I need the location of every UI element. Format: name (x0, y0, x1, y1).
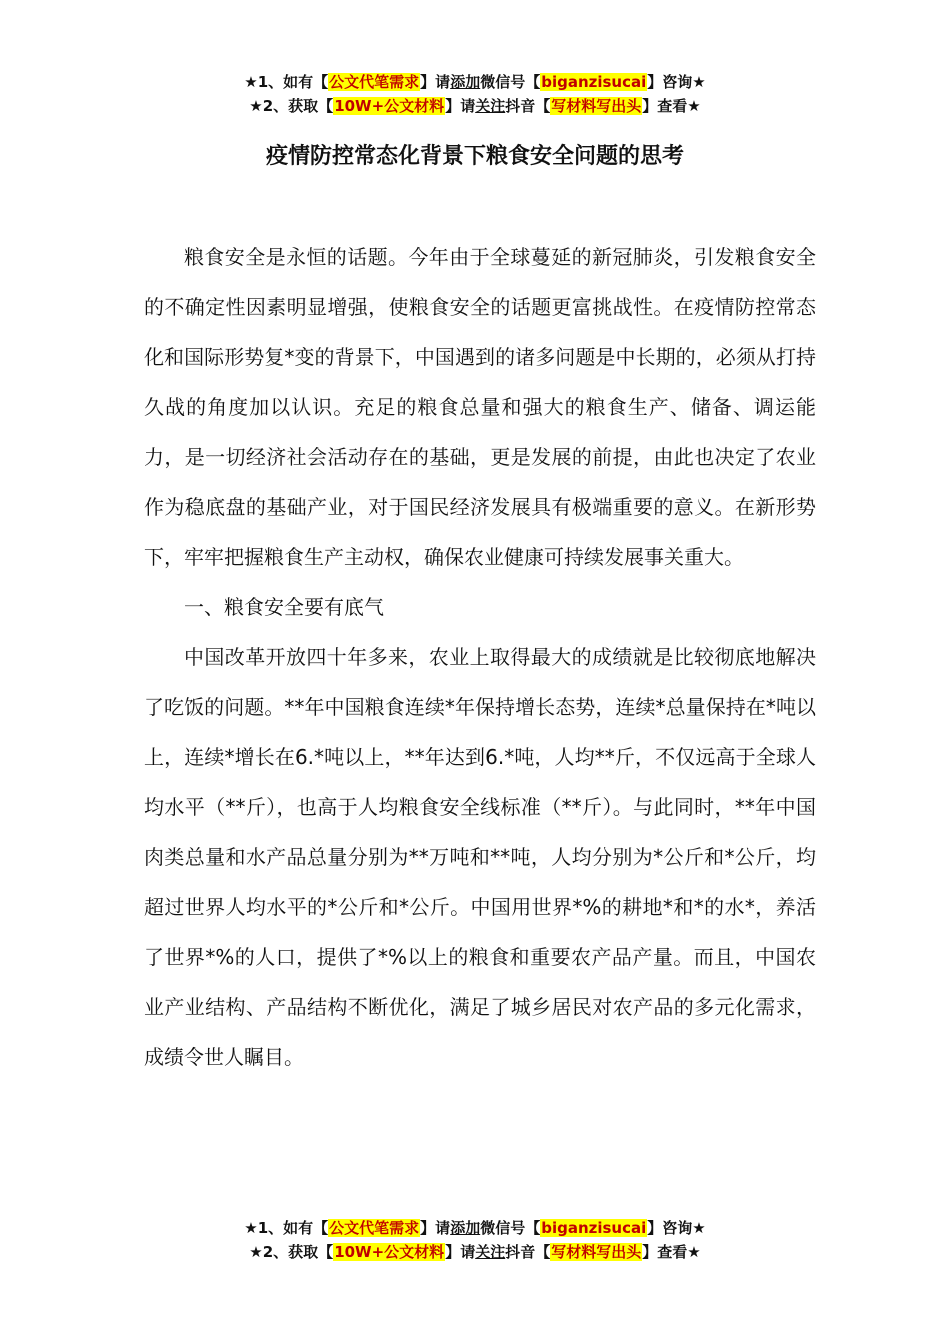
promo-line-2-mid2: 抖音【 (505, 1243, 551, 1261)
promo-line-2-mid2: 抖音【 (505, 97, 551, 115)
paragraph-intro: 粮食安全是永恒的话题。今年由于全球蔓延的新冠肺炎，引发粮食安全的不确定性因素明显增强，使粮食安全的话题更富挑战性。在疫情防控常态化和国际形势复*变的背景下，中国遇到的诸多问题是中长期的，必须从打持久战的角度加以认识。充足的粮食总量和强大的粮食生产、储备、调运能力，是一切经济社会活动存在的基础，更是发展的前提，由此也决定了农业作为稳底盘的基础产业，对于国民经济发展具有极端重要的意义。在新形势下，牢牢把握粮食生产主动权，确保农业健康可持续发展事关重大。 (144, 245, 816, 569)
promo-line-1-mid2: 微信号【 (480, 73, 541, 91)
promo-highlight-wechat-id: biganzisucai (541, 73, 647, 91)
promo-highlight-materials: 10W+公文材料 (334, 97, 445, 115)
promo-line-2-mid: 】请 (445, 1243, 476, 1261)
promo-line-1-prefix: ★1、如有【 (244, 73, 329, 91)
promo-line-1-suffix: 】咨询★ (647, 73, 706, 91)
promo-line-2-prefix: ★2、获取【 (249, 97, 334, 115)
promo-highlight-douyin-id: 写材料写出头 (551, 97, 642, 115)
paragraph-section-1: 中国改革开放四十年多来，农业上取得最大的成绩就是比较彻底地解决了吃饭的问题。**年中国粮食连续*年保持增长态势，连续*总量保持在*吨以上，连续*增长在6.*吨以上，**年达到6.*吨，人均**斤，不仅远高于全球人均水平（**斤），也高于人均粮食安全线标准（**斤）。与此同时，**年中国肉类总量和水产品总量分别为**万吨和**吨，人均分别为*公斤和*公斤，均超过世界人均水平的*公斤和*公斤。中国用世界*%的耕地*和*的水*，养活了世界*%的人口，提供了*%以上的粮食和重要农产品产量。而且，中国农业产业结构、产品结构不断优化，满足了城乡居民对农产品的多元化需求，成绩令世人瞩目。 (144, 645, 816, 1069)
promo-line-1-suffix: 】咨询★ (647, 1219, 706, 1237)
promo-line-2-prefix: ★2、获取【 (249, 1243, 334, 1261)
promo-emphasis-follow: 关注 (475, 1243, 506, 1261)
promo-line-1-prefix: ★1、如有【 (244, 1219, 329, 1237)
promo-line-2-suffix: 】查看★ (642, 1243, 701, 1261)
promo-line-2 (0, 94, 950, 118)
promo-line-1-mid2: 微信号【 (480, 1219, 541, 1237)
promo-line-2-suffix: 】查看★ (642, 97, 701, 115)
promo-highlight-wechat-id: biganzisucai (541, 1219, 647, 1237)
promo-emphasis-add: 添加 (450, 73, 481, 91)
promo-banner-bottom (0, 1216, 950, 1264)
promo-emphasis-add: 添加 (450, 1219, 481, 1237)
document-title: 疫情防控常态化背景下粮食安全问题的思考 (265, 144, 684, 169)
promo-line-2 (0, 1240, 950, 1264)
promo-emphasis-follow: 关注 (475, 97, 506, 115)
promo-highlight-service: 公文代笔需求 (329, 73, 420, 91)
promo-line-2-mid: 】请 (445, 97, 476, 115)
promo-banner-top (0, 70, 950, 118)
promo-line-1 (0, 70, 950, 94)
section-heading: 一、粮食安全要有底气 (184, 595, 384, 619)
promo-line-1-mid: 】请 (420, 73, 451, 91)
promo-highlight-service: 公文代笔需求 (329, 1219, 420, 1237)
promo-highlight-materials: 10W+公文材料 (334, 1243, 445, 1261)
promo-highlight-douyin-id: 写材料写出头 (551, 1243, 642, 1261)
promo-line-1 (0, 1216, 950, 1240)
document-body (144, 232, 816, 1082)
promo-line-1-mid: 】请 (420, 1219, 451, 1237)
